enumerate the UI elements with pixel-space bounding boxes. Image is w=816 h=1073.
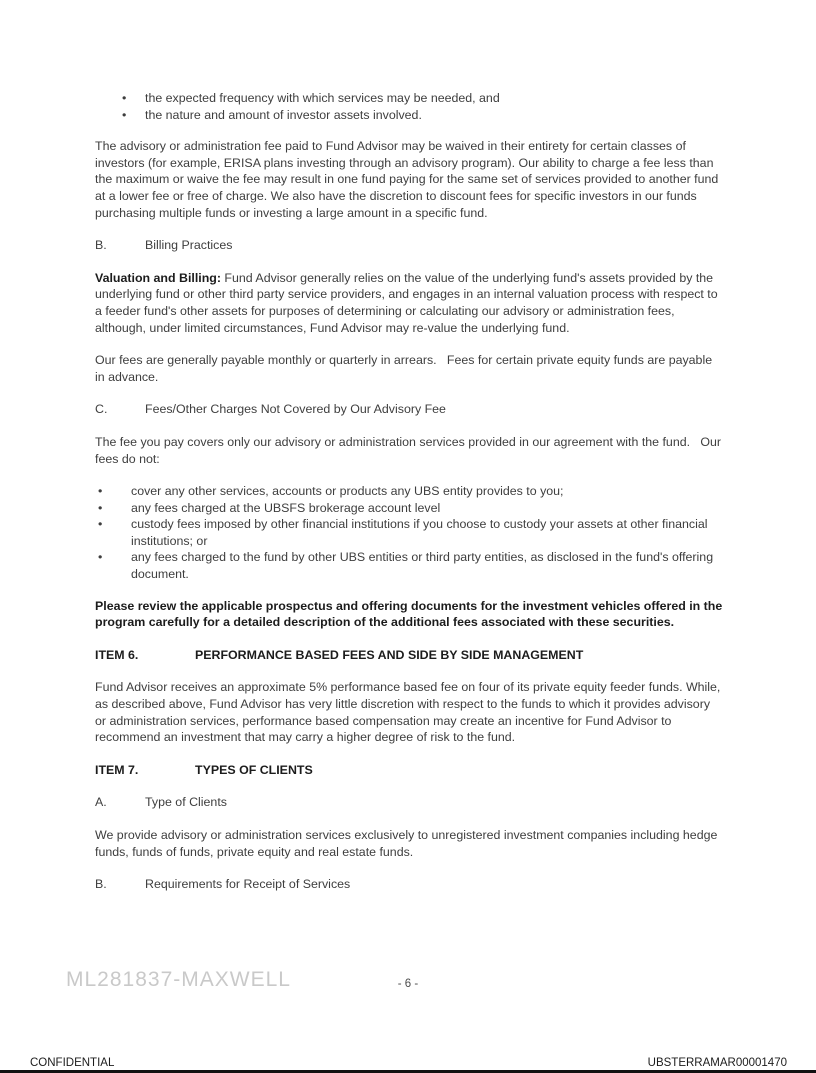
list-item [95,90,723,107]
section-heading-other-charges [95,401,723,418]
list-item-text: any fees charged to the fund by other UBS entities or third party entities, as disclosed in the fund's offering document. [131,550,714,582]
section-letter: C. [95,402,108,417]
list-item [95,516,723,549]
paragraph-prospectus-notice: Please review the applicable prospectus and offering documents for the investment vehicles offered in the program carefully for a detailed description of the additional fees associated with these securities. [95,598,726,630]
list-item-text: the expected frequency with which services may be needed, and [145,91,500,105]
item6-label: ITEM 6. [95,647,139,662]
section-title: Requirements for Receipt of Services [145,877,351,892]
paragraph-valuation [95,270,723,336]
list-item [95,107,723,124]
paragraph-performance-fee: Fund Advisor receives an approximate 5% performance based fee on four of its private equity feeder funds. While, as described above, Fund Advisor has very little discretion with respect to the funds to which it provides advisory or administration services, performance based compensation may create an incentive for Fund Advisor to recommend an investment that may carry a higher degree of risk to the fund. [95,680,724,745]
paragraph-fees-payable: Our fees are generally payable monthly or quarterly in arrears. Fees for certain private equity funds are payable in advance. [95,353,716,384]
item7-label: ITEM 7. [95,762,139,777]
item7-heading [95,762,723,779]
section-letter: B. [95,877,107,892]
item7-title: TYPES OF CLIENTS [195,762,313,777]
valuation-label: Valuation and Billing: [95,270,221,285]
page-number: - 6 - [397,978,419,990]
section-heading-requirements [95,876,723,893]
valuation-text: Fund Advisor generally relies on the value of the underlying fund's assets provided by the underlying fund or other third party service providers, and engages in an internal valuation process with respect to a feeder fund's other assets for purposes of determining or calculating our advisory or administration fees, although, under limited circumstances, Fund Advisor may re-value the underlying fund. [95,270,722,335]
section-title: Billing Practices [145,238,233,253]
list-item [95,483,723,500]
footer-document-id: UBSTERRAMAR00001470 [647,1057,787,1069]
paragraph-fee-scope: The fee you pay covers only our advisory or administration services provided in our agreement with the fund. Our fees do not: [95,434,725,466]
paragraph-fee-waiver: The advisory or administration fee paid to Fund Advisor may be waived in their entirety for certain classes of investors (for example, ERISA plans investing through an advisory program). Our ability to charge a fee less than the maximum or waive the fee may result in one fund paying for the same set of services provided to another fund at a lower fee or free of charge. We also have the discretion to discount fees for specific investors in our funds purchasing multiple funds or investing a large amount in a specific fund. [95,139,722,220]
list-item [95,500,723,517]
list-item-text: custody fees imposed by other financial institutions if you choose to custody your assets at other financial institutions; or [131,517,708,548]
list-item-text: the nature and amount of investor assets involved. [145,107,422,122]
fees-bullet-list [95,483,723,583]
footer-confidential-label: CONFIDENTIAL [30,1057,115,1069]
list-item-text: any fees charged at the UBSFS brokerage account level [131,500,441,515]
section-title: Fees/Other Charges Not Covered by Our Advisory Fee [145,402,446,417]
document-content [95,90,726,909]
section-title: Type of Clients [145,795,227,810]
item6-heading [95,647,723,664]
item6-title: PERFORMANCE BASED FEES AND SIDE BY SIDE MANAGEMENT [195,647,584,662]
section-heading-billing-practices [95,237,723,254]
section-letter: A. [95,795,107,810]
list-item [95,549,723,582]
section-letter: B. [95,238,107,253]
bates-watermark: ML281837-MAXWELL [66,968,291,991]
intro-bullet-list [95,90,723,123]
section-heading-type-of-clients [95,794,723,811]
paragraph-clients: We provide advisory or administration services exclusively to unregistered investment companies including hedge funds, funds of funds, private equity and real estate funds. [95,828,721,859]
list-item-text: cover any other services, accounts or products any UBS entity provides to you; [131,484,564,499]
